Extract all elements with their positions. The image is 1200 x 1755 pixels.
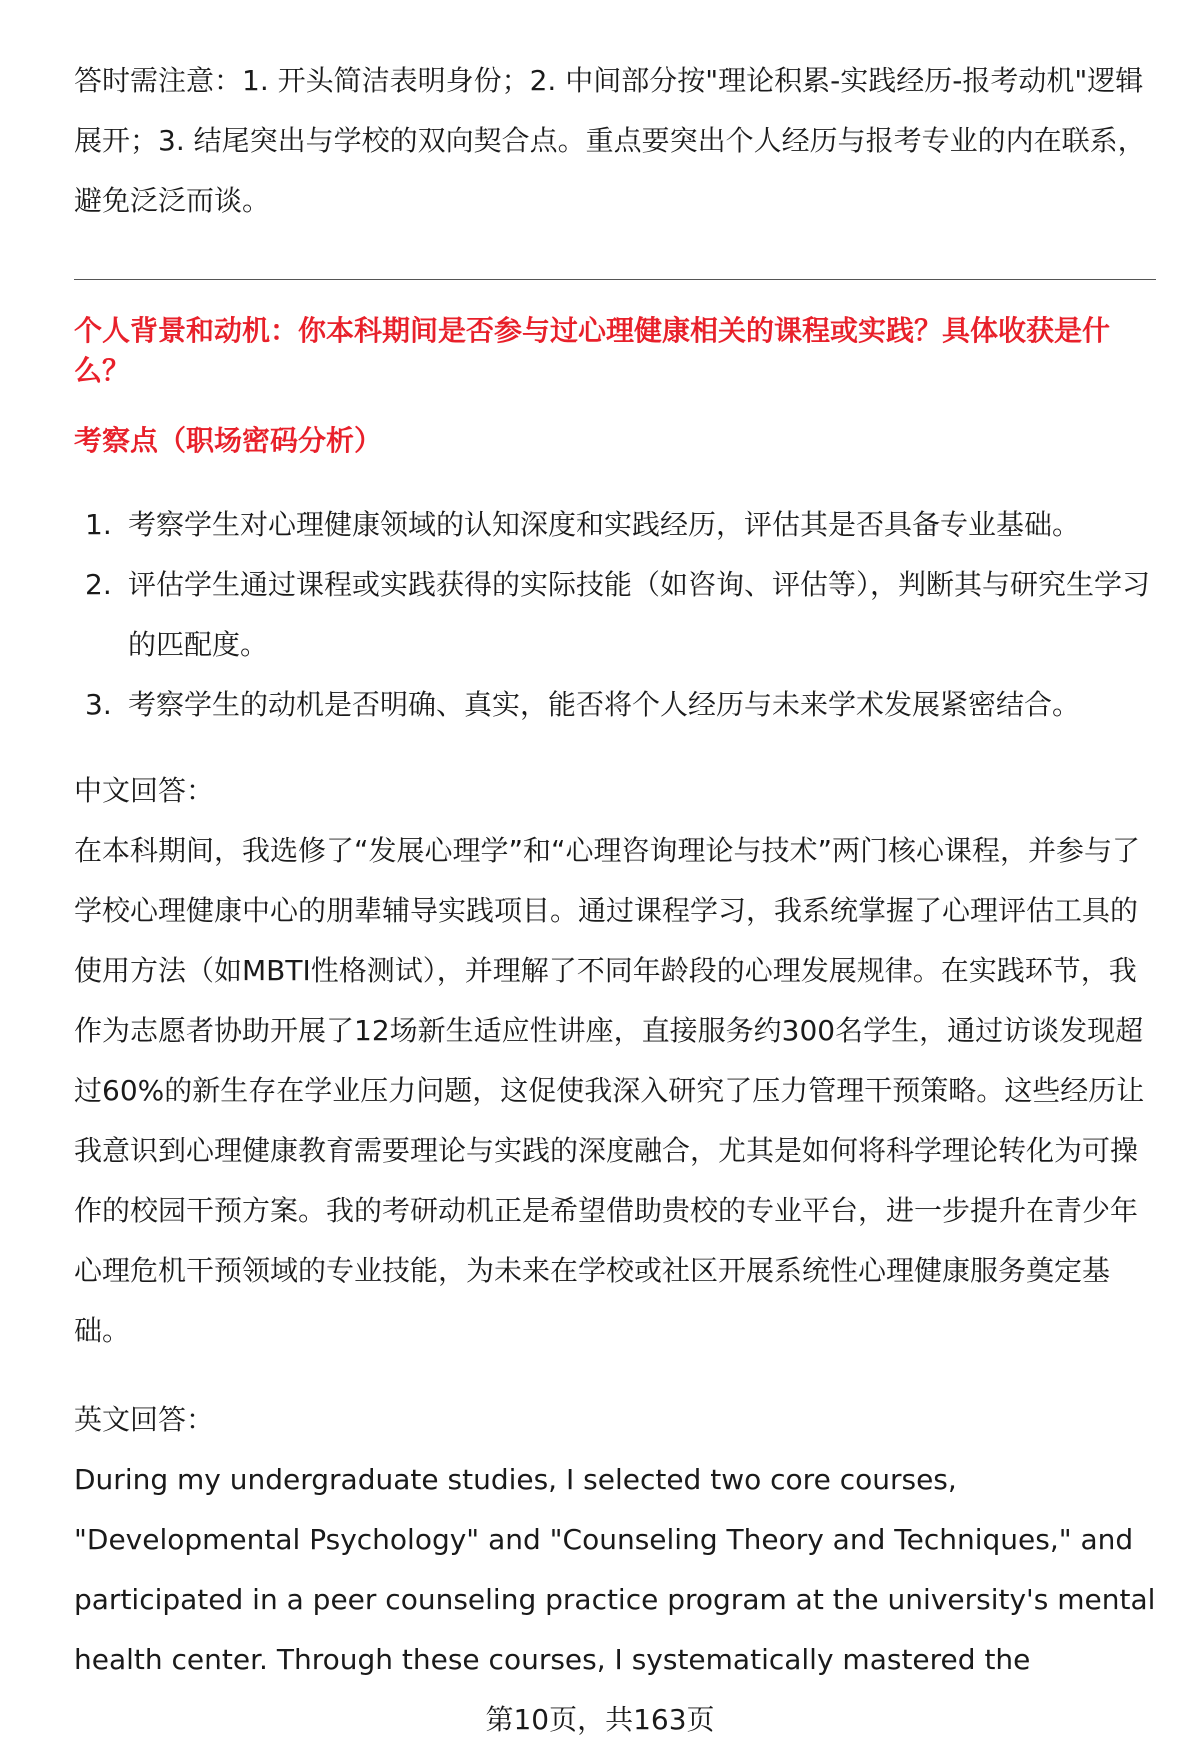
list-item-text: 评估学生通过课程或实践获得的实际技能（如咨询、评估等），判断其与研究生学习的匹配度。 <box>128 568 1151 661</box>
list-item <box>74 495 1164 555</box>
list-item-number: 2. <box>85 568 112 601</box>
list-item-number: 3. <box>85 688 112 721</box>
list-item <box>74 555 1164 675</box>
chinese-answer-text: 在本科期间，我选修了“发展心理学”和“心理咨询理论与技术”两门核心课程，并参与了学校心理健康中心的朋辈辅导实践项目。通过课程学习，我系统掌握了心理评估工具的使用方法（如MBTI性格测试），并理解了不同年龄段的心理发展规律。在实践环节，我作为志愿者协助开展了12场新生适应性讲座，直接服务约300名学生，通过访谈发现超过60%的新生存在学业压力问题，这促使我深入研究了压力管理干预策略。这些经历让我意识到心理健康教育需要理论与实践的深度融合，尤其是如何将科学理论转化为可操作的校园干预方案。我的考研动机正是希望借助贵校的专业平台，进一步提升在青少年心理危机干预领域的专业技能，为未来在学校或社区开展系统性心理健康服务奠定基础。 <box>74 834 1145 1347</box>
list-item <box>74 675 1164 735</box>
english-answer-label: 英文回答： <box>74 1403 215 1436</box>
question-title: 个人背景和动机：你本科期间是否参与过心理健康相关的课程或实践？具体收获是什么？ <box>74 314 1111 387</box>
analysis-list <box>74 495 1164 735</box>
section-divider <box>74 279 1156 280</box>
list-item-text: 考察学生的动机是否明确、真实，能否将个人经历与未来学术发展紧密结合。 <box>128 688 1081 721</box>
list-item-number: 1. <box>85 508 112 541</box>
list-item-text: 考察学生对心理健康领域的认知深度和实践经历，评估其是否具备专业基础。 <box>128 508 1081 541</box>
analysis-heading: 考察点（职场密码分析） <box>74 424 383 457</box>
chinese-answer-label: 中文回答： <box>74 774 215 807</box>
page-number: 第10页，共163页 <box>485 1703 715 1736</box>
answer-tips-paragraph: 答时需注意：1. 开头简洁表明身份；2. 中间部分按"理论积累-实践经历-报考动机"逻辑展开；3. 结尾突出与学校的双向契合点。重点要突出个人经历与报考专业的内在联系，避免泛泛而谈。 <box>74 64 1146 217</box>
english-answer-text: During my undergraduate studies, I selected two core courses, "Developmental Psychology" and "Counseling Theory and Techniques," and participated in a peer counseling practice program at the university's mental health center. Through these courses, I systematically mastered the <box>74 1463 1156 1676</box>
